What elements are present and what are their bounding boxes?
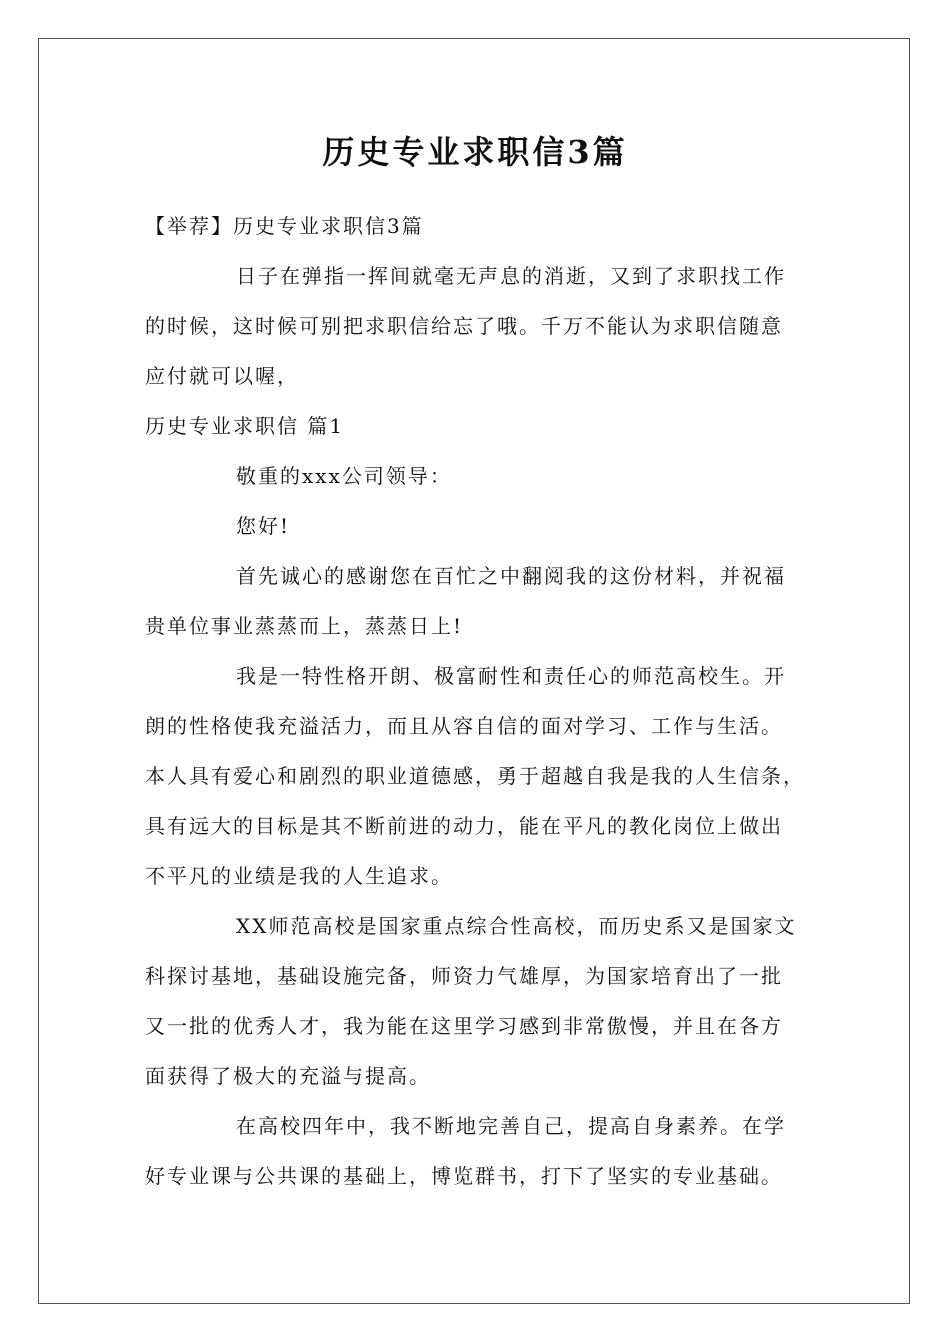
body-paragraph-line: XX师范高校是国家重点综合性高校，而历史系又是国家文 (236, 914, 797, 938)
body-paragraph-line: 又一批的优秀人才，我为能在这里学习感到非常傲慢，并且在各方 (145, 1014, 783, 1038)
body-paragraph-line: 贵单位事业蒸蒸而上，蒸蒸日上! (145, 614, 464, 638)
recommend-line: 【举荐】历史专业求职信3篇 (145, 214, 424, 238)
body-paragraph-line: 不平凡的业绩是我的人生追求。 (145, 864, 453, 888)
intro-paragraph-line: 应付就可以喔， (145, 364, 299, 388)
intro-paragraph-line: 的时候，这时候可别把求职信给忘了哦。千万不能认为求职信随意 (145, 314, 783, 338)
body-paragraph-line: 首先诚心的感谢您在百忙之中翻阅我的这份材料，并祝福 (236, 564, 786, 588)
body-paragraph-line: 在高校四年中，我不断地完善自己，提高自身素养。在学 (236, 1114, 786, 1138)
greeting: 您好! (236, 514, 291, 538)
document-title: 历史专业求职信3篇 (322, 133, 628, 171)
body-paragraph-line: 面获得了极大的充溢与提高。 (145, 1064, 431, 1088)
salutation: 敬重的xxx公司领导： (236, 464, 452, 488)
intro-paragraph-line: 日子在弹指一挥间就毫无声息的消逝，又到了求职找工作 (236, 264, 786, 288)
body-paragraph-line: 我是一特性格开朗、极富耐性和责任心的师范高校生。开 (236, 664, 786, 688)
body-paragraph-line: 本人具有爱心和剧烈的职业道德感，勇于超越自我是我的人生信条， (145, 764, 805, 788)
body-paragraph-line: 科探讨基地，基础设施完备，师资力气雄厚，为国家培育出了一批 (145, 964, 783, 988)
section-heading: 历史专业求职信 篇1 (145, 414, 345, 438)
body-paragraph-line: 具有远大的目标是其不断前进的动力，能在平凡的教化岗位上做出 (145, 814, 783, 838)
body-paragraph-line: 朗的性格使我充溢活力，而且从容自信的面对学习、工作与生活。 (145, 714, 783, 738)
body-paragraph-line: 好专业课与公共课的基础上，博览群书，打下了坚实的专业基础。 (145, 1164, 783, 1188)
